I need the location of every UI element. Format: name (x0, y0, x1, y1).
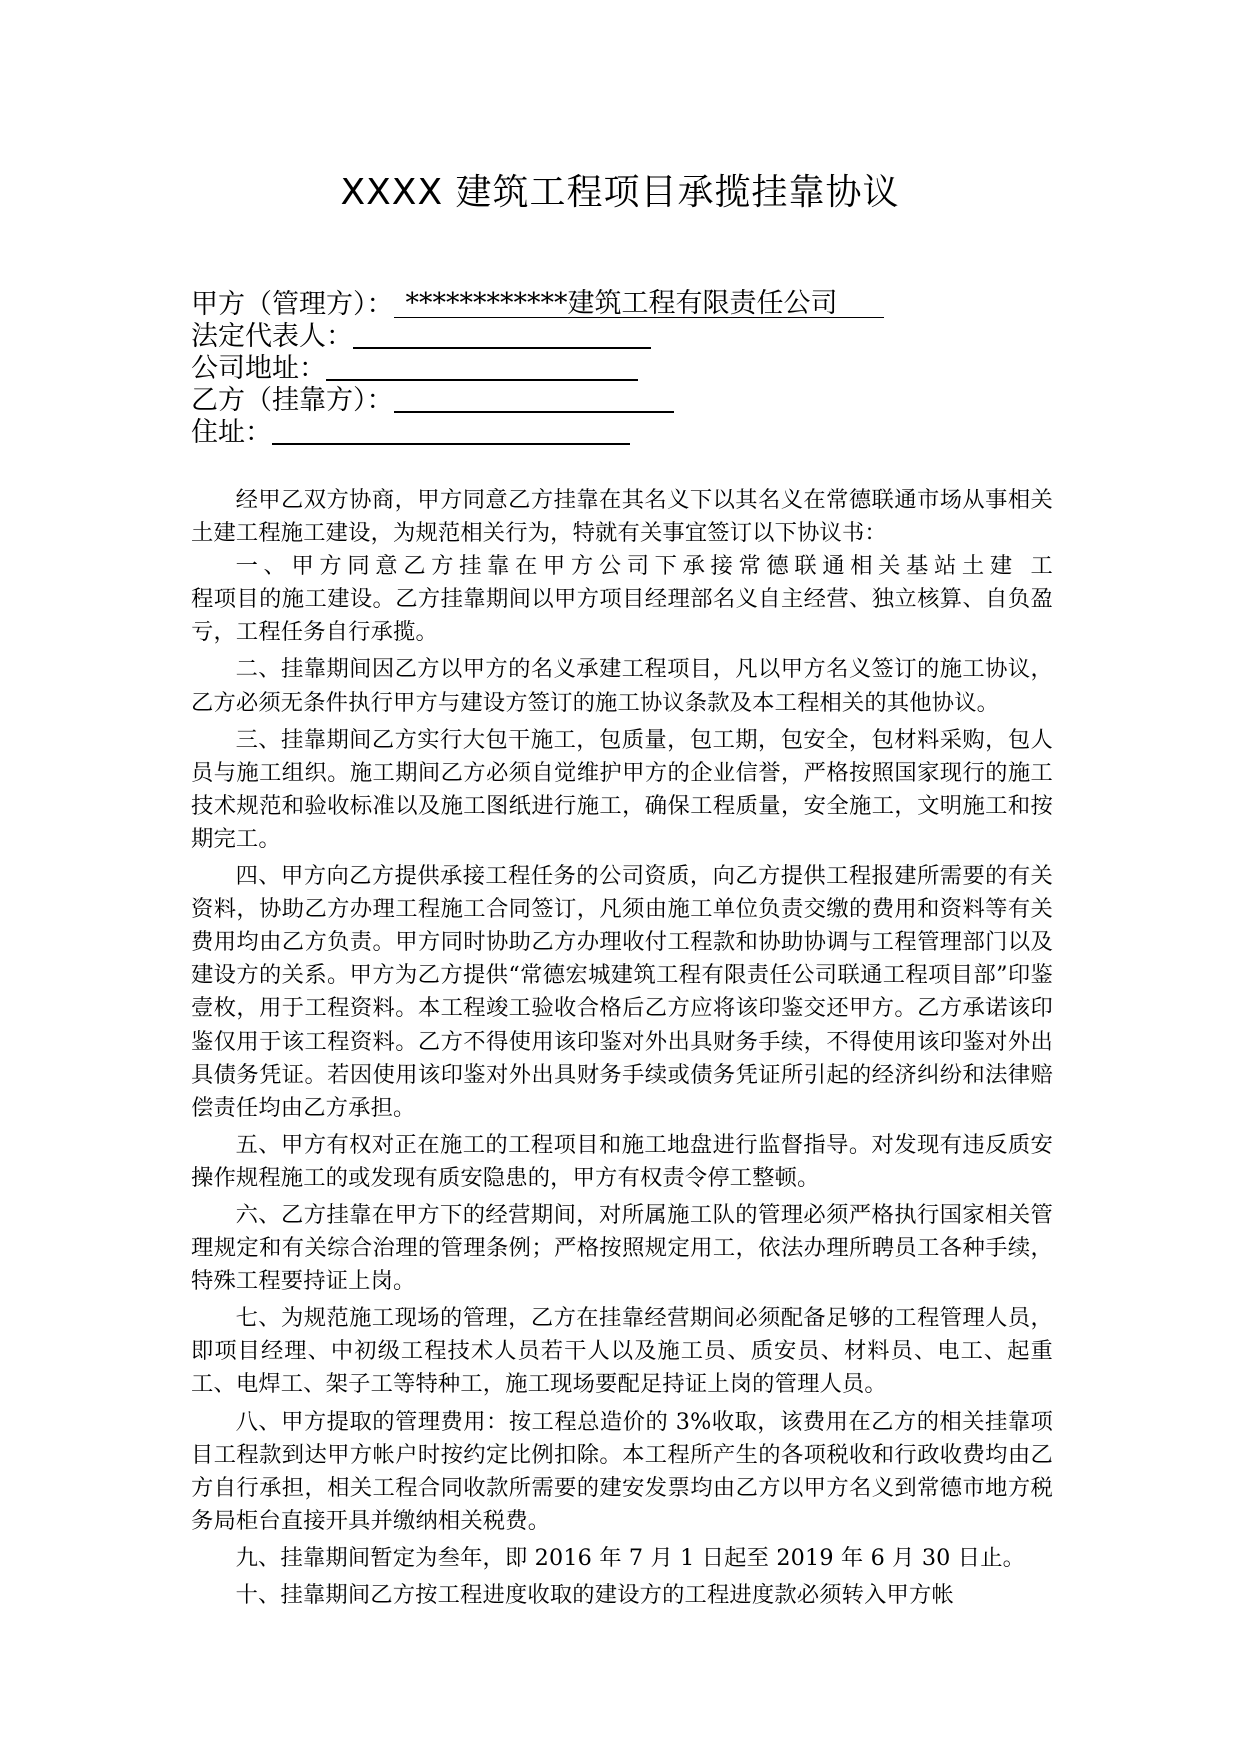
party-b-label: 乙方（挂靠方）： (191, 385, 394, 416)
clause-1-first-line (191, 550, 1053, 583)
clause-9-paragraph: 九、挂靠期间暂定为叁年，即 2016 年 7 月 1 日起至 2019 年 6 月 30 日止。 (235, 1544, 1026, 1571)
residence-address-field (191, 417, 1071, 449)
clause-5-paragraph: 五、甲方有权对正在施工的工程项目和施工地盘进行监督指导。对发现有违反质安操作规程施工的或发现有质安隐患的，甲方有权责令停工整顿。 (191, 1131, 1053, 1191)
party-a-value: ************建筑工程有限责任公司 (394, 289, 884, 318)
clause-1-text-gap-word: 工 (1030, 553, 1053, 580)
legal-representative-field (191, 321, 1071, 353)
clause-1-continued: 程项目的施工建设。乙方挂靠期间以甲方项目经理部名义自主经营、独立核算、自负盈亏，工程任务自行承揽。 (191, 586, 1053, 646)
preamble-paragraph: 经甲乙双方协商，甲方同意乙方挂靠在其名义下以其名义在常德联通市场从事相关土建工程施工建设，为规范相关行为，特就有关事宜签订以下协议书： (191, 487, 1053, 547)
residence-address-label: 住址： (191, 417, 272, 448)
legal-representative-blank (353, 321, 651, 349)
company-address-field (191, 353, 1071, 385)
company-address-label: 公司地址： (191, 353, 326, 384)
clause-8-paragraph: 八、甲方提取的管理费用：按工程总造价的 3%收取，该费用在乙方的相关挂靠项目工程款到达甲方帐户时按约定比例扣除。本工程所产生的各项税收和行政收费均由乙方自行承担，相关工程合同收款所需要的建安发票均由乙方以甲方名义到常德市地方税务局柜台直接开具并缴纳相关税费。 (191, 1408, 1053, 1534)
clause-7-paragraph: 七、为规范施工现场的管理，乙方在挂靠经营期间必须配备足够的工程管理人员，即项目经理、中初级工程技术人员若干人以及施工员、质安员、材料员、电工、起重工、电焊工、架子工等特种工，施工现场要配足持证上岗的管理人员。 (191, 1305, 1053, 1398)
party-b-blank (394, 385, 674, 413)
document-title: XXXX 建筑工程项目承揽挂靠协议 (340, 172, 900, 213)
clause-2-paragraph: 二、挂靠期间因乙方以甲方的名义承建工程项目，凡以甲方名义签订的施工协议，乙方必须无条件执行甲方与建设方签订的施工协议条款及本工程相关的其他协议。 (191, 656, 1053, 716)
legal-representative-label: 法定代表人： (191, 321, 353, 352)
company-address-blank (326, 353, 638, 381)
party-a-field (191, 289, 1071, 321)
party-b-field (191, 385, 1071, 417)
residence-address-blank (272, 417, 630, 445)
clause-6-paragraph: 六、乙方挂靠在甲方下的经营期间，对所属施工队的管理必须严格执行国家相关管理规定和有关综合治理的管理条例；严格按照规定用工，依法办理所聘员工各种手续，特殊工程要持证上岗。 (191, 1201, 1053, 1295)
clause-1-text-start: 一、甲方同意乙方挂靠在甲方公司下承接常德联通相关基站土建 (235, 553, 1018, 580)
party-a-label: 甲方（管理方）： (191, 289, 394, 320)
party-info-fields (191, 289, 1071, 449)
agreement-body (191, 484, 1053, 1616)
clause-10-paragraph: 十、挂靠期间乙方按工程进度收取的建设方的工程进度款必须转入甲方帐 (235, 1582, 954, 1608)
clause-4-paragraph: 四、甲方向乙方提供承接工程任务的公司资质，向乙方提供工程报建所需要的有关资料，协助乙方办理工程施工合同签订，凡须由施工单位负责交缴的费用和资料等有关费用均由乙方负责。甲方同时协助乙方办理收付工程款和协助协调与工程管理部门以及建设方的关系。甲方为乙方提供“常德宏城建筑工程有限责任公司联通工程项目部”印鉴壹枚，用于工程资料。本工程竣工验收合格后乙方应将该印鉴交还甲方。乙方承诺该印鉴仅用于该工程资料。乙方不得使用该印鉴对外出具财务手续，不得使用该印鉴对外出具债务凭证。若因使用该印鉴对外出具财务手续或债务凭证所引起的经济纠纷和法律赔偿责任均由乙方承担。 (191, 863, 1053, 1121)
clause-3-paragraph: 三、挂靠期间乙方实行大包干施工，包质量，包工期，包安全，包材料采购，包人员与施工组织。施工期间乙方必须自觉维护甲方的企业信誉，严格按照国家现行的施工技术规范和验收标准以及施工图纸进行施工，确保工程质量，安全施工，文明施工和按期完工。 (191, 726, 1053, 852)
